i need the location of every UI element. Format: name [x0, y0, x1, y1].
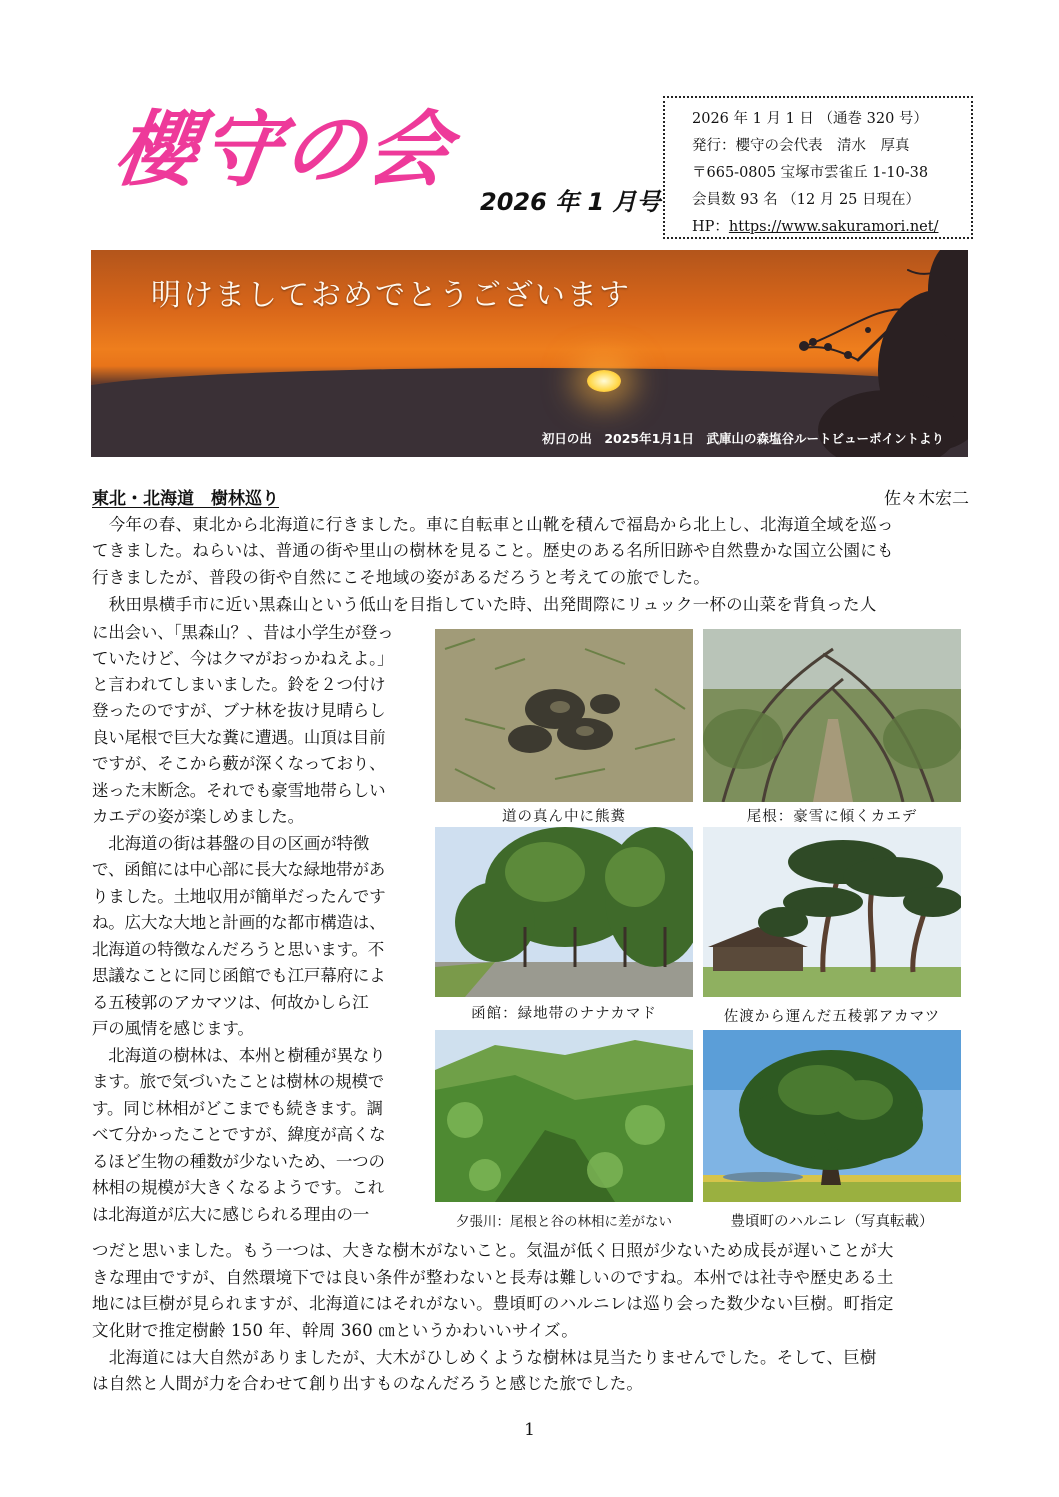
column-line: と言われてしまいました。鈴を２つ付け — [92, 675, 386, 694]
body-line: きな理由ですが、自然環境下では良い条件が整わないと長寿は難しいのですね。本州では社寺や歴史ある土 — [92, 1268, 894, 1287]
photo-hakodate-greenbelt — [435, 827, 693, 997]
article-title: 東北・北海道 樹林巡り — [92, 489, 279, 509]
column-line: 北海道の街は碁盤の目の区画が特徴 — [92, 834, 370, 853]
column-line: 北海道の特徴なんだろうと思います。不 — [92, 940, 385, 959]
photo-caption: 道の真ん中に熊糞 — [502, 809, 626, 825]
body-line: つだと思いました。もう一つは、大きな樹木がないこと。気温が低く日照が少ないため成長が遅いことが大 — [92, 1241, 894, 1260]
photo-caption: 函館：緑地帯のナナカマド — [471, 1006, 657, 1022]
column-line: 戸の風情を感じます。 — [92, 1019, 254, 1038]
info-date: 2026 年 1 月 1 日 （通巻 320 号） — [692, 111, 928, 127]
issue-label: 2026 年 1 月号 — [480, 188, 661, 216]
column-line: ます。旅で気づいたことは樹林の規模で — [92, 1072, 385, 1091]
column-line: るほど生物の種数が少ないため、一つの — [92, 1152, 385, 1171]
body-line: 文化財で推定樹齢 150 年、幹周 360 ㎝というかわいいサイズ。 — [92, 1321, 578, 1340]
column-line: 北海道の樹林は、本州と樹種が異なり — [92, 1046, 386, 1065]
column-line: は北海道が広大に感じられる理由の一 — [92, 1205, 370, 1224]
column-line: ですが、そこから藪が深くなっており、 — [92, 754, 386, 773]
column-line: ね。広大な大地と計画的な都市構造は、 — [92, 913, 386, 932]
column-line: 迷った末断念。それでも豪雪地帯らしい — [92, 781, 386, 800]
body-line: 行きましたが、普段の街や自然にこそ地域の姿があるだろうと考えての旅でした。 — [92, 568, 710, 587]
column-line: 良い尾根で巨大な糞に遭遇。山頂は目前 — [92, 728, 386, 747]
column-line: に出会い、「黒森山？、昔は小学生が登っ — [92, 623, 394, 642]
column-line: る五稜郭のアカマツは、何故かしら江 — [92, 993, 369, 1012]
photo-hakodate-greenbelt-art — [435, 827, 693, 997]
photo-bear-droppings-art — [435, 629, 693, 802]
article-author: 佐々木宏二 — [884, 489, 969, 509]
column-line: で、函館には中心部に長大な緑地帯があ — [92, 860, 386, 879]
photo-ridge-maple — [703, 629, 961, 802]
column-line: りました。土地収用が簡単だったんです — [92, 887, 386, 906]
photo-caption: 尾根：豪雪に傾くカエデ — [746, 809, 918, 825]
column-line: 思議なことに同じ函館でも江戸幕府によ — [92, 966, 386, 985]
info-members: 会員数 93 名 （12 月 25 日現在） — [692, 192, 921, 208]
info-homepage — [692, 214, 971, 241]
body-line: てきました。ねらいは、普通の街や里山の樹林を見ること。歴史のある名所旧跡や自然豊かな国立公園にも — [92, 541, 894, 560]
photo-harunire-tree — [703, 1030, 961, 1202]
newsletter-logo: 櫻守の会 — [108, 103, 458, 198]
column-line: す。同じ林相がどこまでも続きます。調 — [92, 1099, 383, 1118]
body-line: 北海道には大自然がありましたが、大木がひしめくような樹林は見当たりませんでした。そして、巨樹 — [92, 1348, 877, 1367]
info-publisher: 発行：櫻守の会代表 清水 厚真 — [692, 138, 910, 154]
photo-goryokaku-pine — [703, 827, 961, 997]
banner-caption: 初日の出 2025年1月1日 武庫山の森塩谷ルートビューポイントより — [541, 431, 944, 446]
photo-caption: 夕張川：尾根と谷の林相に差がない — [456, 1214, 672, 1230]
homepage-link[interactable]: https://www.sakuramori.net/ — [728, 219, 939, 235]
info-address: 〒665-0805 宝塚市雲雀丘 1-10-38 — [692, 165, 929, 181]
body-line: 秋田県横手市に近い黒森山という低山を目指していた時、出発間際にリュック一杯の山菜を背負った人 — [92, 595, 877, 614]
photo-caption: 佐渡から運んだ五稜郭アカマツ — [723, 1009, 941, 1025]
column-line: ていたけど、今はクマがおっかねえよ。」 — [92, 649, 394, 668]
tree-silhouette — [608, 250, 968, 457]
body-line: は自然と人間が力を合わせて創り出すものなんだろうと感じた旅でした。 — [92, 1374, 644, 1393]
photo-caption: 豊頃町のハルニレ（写真転載） — [730, 1214, 934, 1230]
body-line: 地には巨樹が見られますが、北海道にはそれがない。豊頃町のハルニレは巡り会った数少ない巨樹。町指定 — [92, 1294, 894, 1313]
photo-yubari-river-art — [435, 1030, 693, 1202]
publication-info-box — [663, 96, 973, 239]
column-line: 登ったのですが、ブナ林を抜け見晴らし — [92, 701, 386, 720]
photo-ridge-maple-art — [703, 629, 961, 802]
column-line: 林相の規模が大きくなるようです。これ — [92, 1178, 385, 1197]
photo-bear-droppings — [435, 629, 693, 802]
column-line: べて分かったことですが、緯度が高くな — [92, 1125, 386, 1144]
new-year-greeting: 明けましておめでとうございます — [151, 278, 631, 313]
column-line: カエデの姿が楽しめました。 — [92, 807, 304, 826]
page-number: 1 — [524, 1420, 535, 1440]
photo-yubari-river — [435, 1030, 693, 1202]
body-line: 今年の春、東北から北海道に行きました。車に自転車と山靴を積んで福島から北上し、北海道全域を巡っ — [92, 515, 894, 534]
photo-harunire-tree-art — [703, 1030, 961, 1202]
hp-label: HP： — [692, 219, 729, 235]
sunrise-banner — [91, 250, 968, 457]
photo-goryokaku-pine-art — [703, 827, 961, 997]
